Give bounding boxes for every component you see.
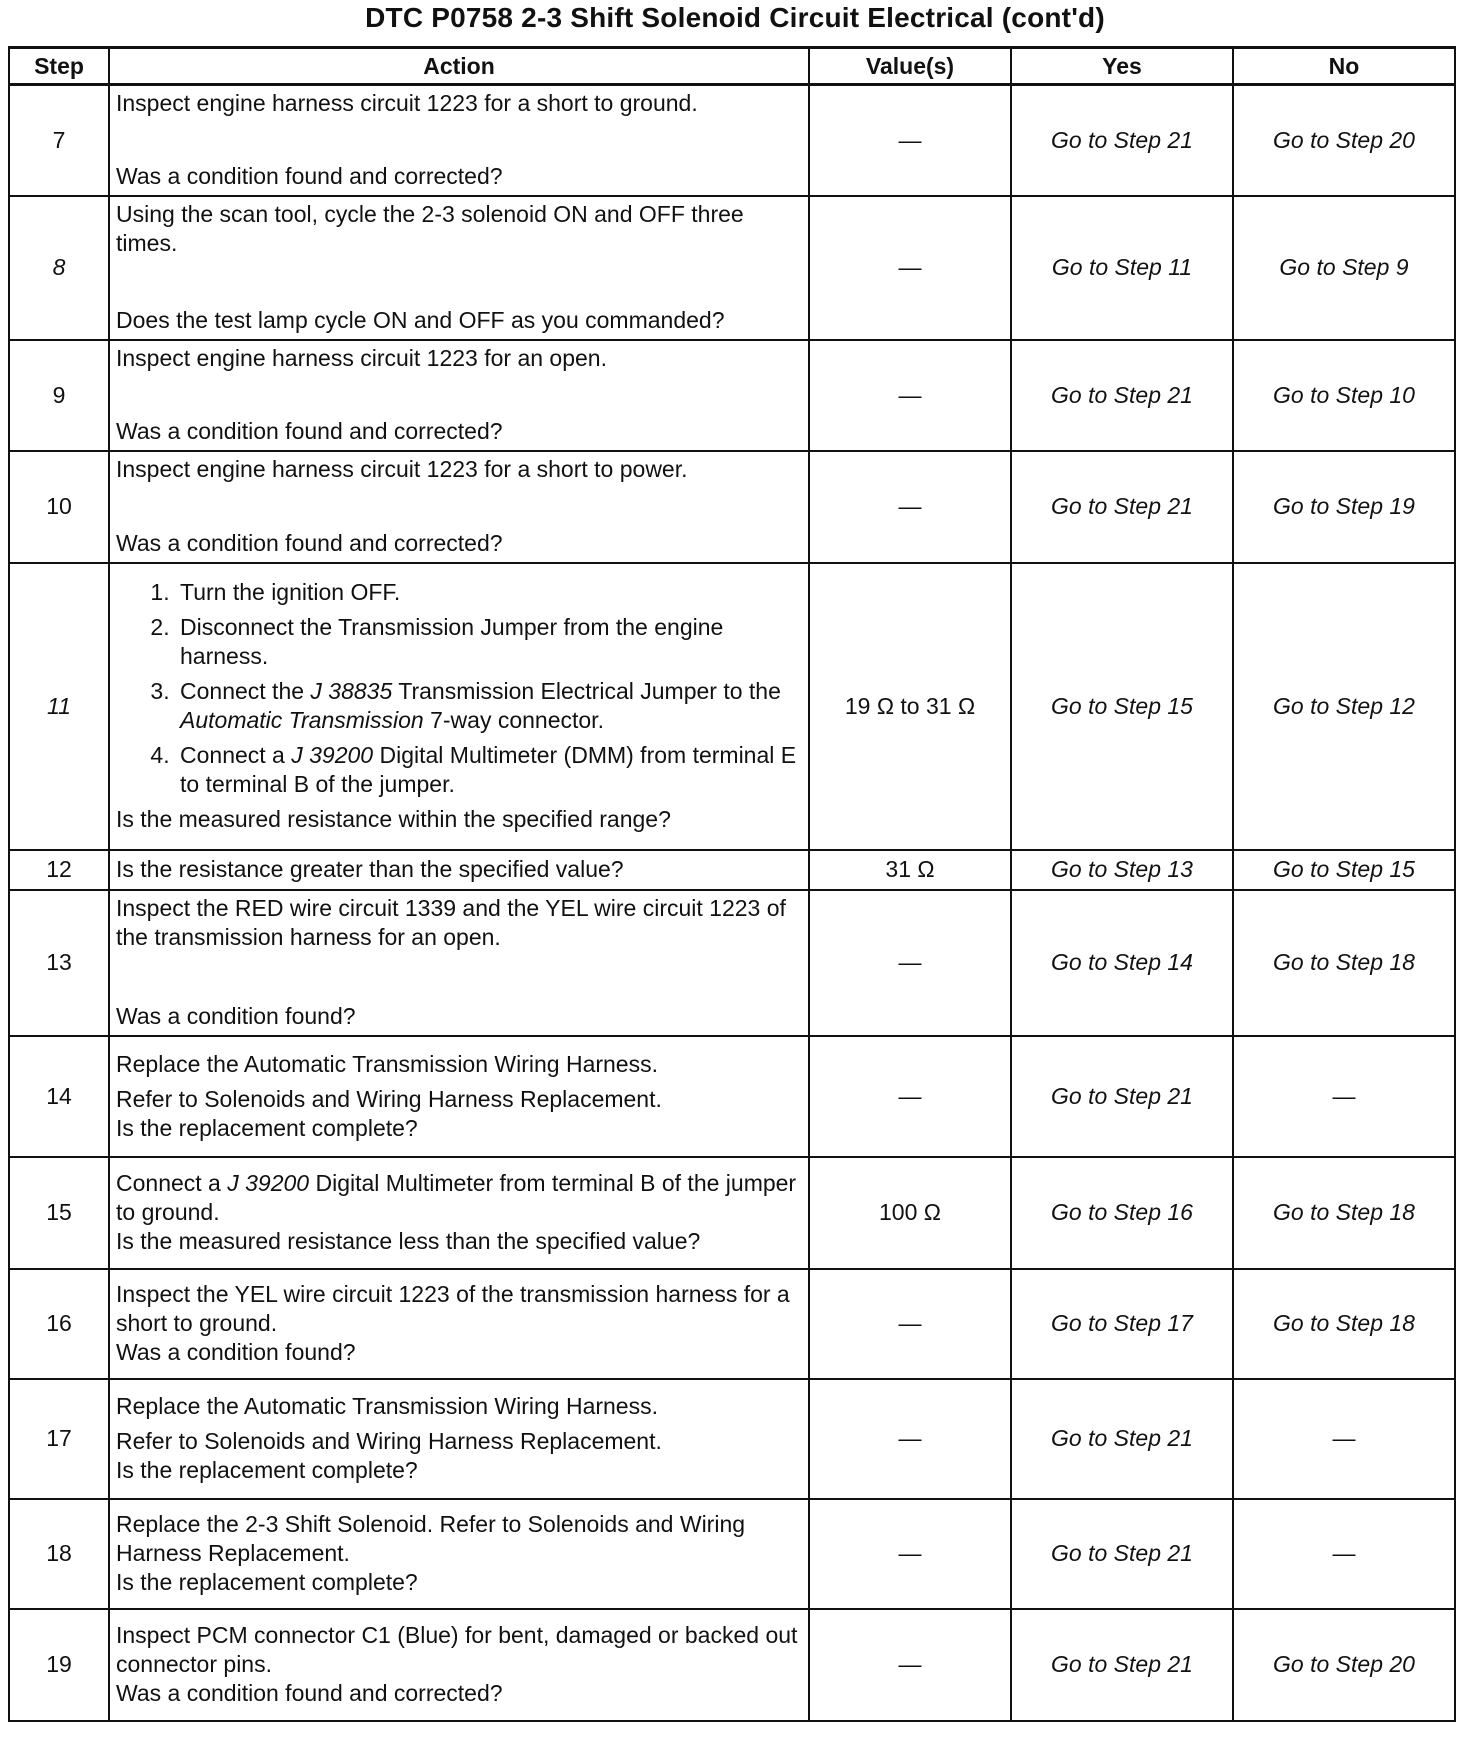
yes-cell: Go to Step 21 — [1011, 85, 1233, 196]
step-number: 10 — [9, 451, 109, 563]
yes-cell: Go to Step 16 — [1011, 1157, 1233, 1269]
value-cell: — — [809, 1379, 1011, 1499]
document-title: DTC P0758 2-3 Shift Solenoid Circuit Electrical (cont'd) — [365, 2, 1105, 33]
value-cell: — — [809, 1269, 1011, 1379]
action-cell — [109, 563, 809, 850]
yes-cell: Go to Step 21 — [1011, 1499, 1233, 1609]
step-number: 13 — [9, 890, 109, 1036]
action-cell — [109, 1157, 809, 1269]
table-row — [9, 340, 1455, 451]
table-header-row — [9, 48, 1455, 85]
table-row — [9, 563, 1455, 850]
action-text: Inspect the YEL wire circuit 1223 of the transmission harness for a short to ground. — [116, 1281, 790, 1336]
table-row — [9, 1609, 1455, 1721]
step-number: 19 — [9, 1609, 109, 1721]
yes-cell: Go to Step 15 — [1011, 563, 1233, 850]
value-cell: 19 Ω to 31 Ω — [809, 563, 1011, 850]
no-cell: Go to Step 20 — [1233, 85, 1455, 196]
header-step: Step — [9, 48, 109, 85]
step-number: 16 — [9, 1269, 109, 1379]
step-number: 11 — [9, 563, 109, 850]
yes-cell: Go to Step 17 — [1011, 1269, 1233, 1379]
value-cell: — — [809, 1036, 1011, 1157]
action-cell — [109, 340, 809, 451]
diagnostic-table — [8, 46, 1456, 1722]
numbered-steps — [116, 578, 802, 799]
header-action: Action — [109, 48, 809, 85]
no-cell: Go to Step 20 — [1233, 1609, 1455, 1721]
table-row — [9, 1499, 1455, 1609]
list-item: 2. Disconnect the Transmission Jumper from the engine harness. — [176, 613, 802, 671]
action-question: Is the replacement complete? — [116, 1569, 418, 1595]
action-cell — [109, 1379, 809, 1499]
no-cell: — — [1233, 1379, 1455, 1499]
table-row — [9, 1157, 1455, 1269]
value-cell: — — [809, 451, 1011, 563]
table-row — [9, 850, 1455, 890]
action-text: Inspect engine harness circuit 1223 for a short to ground. — [116, 90, 698, 117]
action-question: Is the measured resistance less than the specified value? — [116, 1228, 701, 1254]
action-question: Is the replacement complete? — [116, 1114, 418, 1141]
action-text: Inspect engine harness circuit 1223 for a short to power. — [116, 456, 688, 482]
table-row — [9, 1036, 1455, 1157]
no-cell: — — [1233, 1036, 1455, 1157]
value-cell: — — [809, 196, 1011, 340]
no-cell: Go to Step 9 — [1233, 196, 1455, 340]
action-question: Is the resistance greater than the specified value? — [116, 856, 624, 882]
list-item: 3. Connect the J 38835 Transmission Electrical Jumper to the Automatic Transmission 7-way connector. — [176, 677, 802, 735]
action-question: Was a condition found and corrected? — [116, 1680, 503, 1706]
action-cell — [109, 1499, 809, 1609]
action-text: Inspect PCM connector C1 (Blue) for bent, damaged or backed out connector pins. — [116, 1622, 798, 1677]
no-cell: Go to Step 18 — [1233, 890, 1455, 1036]
no-cell: — — [1233, 1499, 1455, 1609]
action-text: Refer to Solenoids and Wiring Harness Replacement. — [116, 1085, 662, 1112]
value-cell: — — [809, 85, 1011, 196]
no-cell: Go to Step 19 — [1233, 451, 1455, 563]
value-cell: — — [809, 1609, 1011, 1721]
action-text: Inspect engine harness circuit 1223 for an open. — [116, 345, 607, 371]
header-yes: Yes — [1011, 48, 1233, 85]
step-number: 17 — [9, 1379, 109, 1499]
yes-cell: Go to Step 14 — [1011, 890, 1233, 1036]
list-item: 1. Turn the ignition OFF. — [176, 578, 802, 607]
action-text: Refer to Solenoids and Wiring Harness Replacement. — [116, 1428, 662, 1454]
no-cell: Go to Step 10 — [1233, 340, 1455, 451]
header-values: Value(s) — [809, 48, 1011, 85]
step-number: 7 — [9, 85, 109, 196]
step-number: 8 — [9, 196, 109, 340]
action-cell — [109, 1609, 809, 1721]
action-text: Using the scan tool, cycle the 2-3 solenoid ON and OFF three times. — [116, 201, 744, 256]
table-row — [9, 85, 1455, 196]
action-cell — [109, 890, 809, 1036]
action-text: Replace the 2-3 Shift Solenoid. Refer to Solenoids and Wiring Harness Replacement. — [116, 1511, 746, 1566]
action-text: Replace the Automatic Transmission Wiring Harness. — [116, 1050, 658, 1077]
action-question: Was a condition found and corrected? — [116, 163, 503, 190]
step-number: 14 — [9, 1036, 109, 1157]
action-text: Replace the Automatic Transmission Wiring Harness. — [116, 1393, 658, 1419]
action-question: Is the replacement complete? — [116, 1457, 418, 1483]
action-question: Was a condition found and corrected? — [116, 530, 503, 556]
step-number: 9 — [9, 340, 109, 451]
value-cell: — — [809, 1499, 1011, 1609]
yes-cell: Go to Step 21 — [1011, 1036, 1233, 1157]
yes-cell: Go to Step 11 — [1011, 196, 1233, 340]
yes-cell: Go to Step 21 — [1011, 1379, 1233, 1499]
action-cell — [109, 85, 809, 196]
no-cell: Go to Step 18 — [1233, 1269, 1455, 1379]
step-number: 12 — [9, 850, 109, 890]
action-cell — [109, 850, 809, 890]
no-cell: Go to Step 15 — [1233, 850, 1455, 890]
yes-cell: Go to Step 21 — [1011, 1609, 1233, 1721]
table-row — [9, 451, 1455, 563]
action-question: Was a condition found and corrected? — [116, 418, 503, 444]
action-text: Inspect the RED wire circuit 1339 and the YEL wire circuit 1223 of the transmission harness for an open. — [116, 895, 786, 950]
header-no: No — [1233, 48, 1455, 85]
action-question: Was a condition found? — [116, 1339, 356, 1365]
action-text: Connect a J 39200 Digital Multimeter from terminal B of the jumper to ground. — [116, 1170, 797, 1225]
step-number: 15 — [9, 1157, 109, 1269]
action-cell — [109, 196, 809, 340]
action-cell — [109, 1269, 809, 1379]
value-cell: 100 Ω — [809, 1157, 1011, 1269]
no-cell: Go to Step 12 — [1233, 563, 1455, 850]
action-question: Does the test lamp cycle ON and OFF as you commanded? — [116, 307, 725, 333]
yes-cell: Go to Step 21 — [1011, 340, 1233, 451]
table-row — [9, 196, 1455, 340]
yes-cell: Go to Step 13 — [1011, 850, 1233, 890]
value-cell: — — [809, 340, 1011, 451]
list-item: 4. Connect a J 39200 Digital Multimeter (DMM) from terminal E to terminal B of the jumper. — [176, 741, 802, 799]
table-row — [9, 1269, 1455, 1379]
action-question: Was a condition found? — [116, 1003, 356, 1029]
action-cell — [109, 1036, 809, 1157]
table-row — [9, 890, 1455, 1036]
value-cell: — — [809, 890, 1011, 1036]
value-cell: 31 Ω — [809, 850, 1011, 890]
action-question: Is the measured resistance within the specified range? — [116, 806, 671, 832]
table-row — [9, 1379, 1455, 1499]
action-cell — [109, 451, 809, 563]
yes-cell: Go to Step 21 — [1011, 451, 1233, 563]
no-cell: Go to Step 18 — [1233, 1157, 1455, 1269]
step-number: 18 — [9, 1499, 109, 1609]
